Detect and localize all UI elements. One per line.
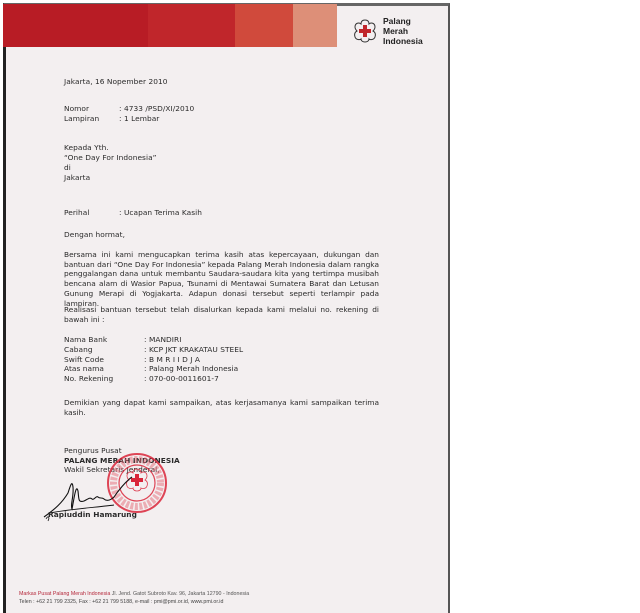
footer-contact: Telen : +62 21 799 2325, Fax : +62 21 799 5188, e-mail : pmi@pmi.or.id, www.pmi.or.id [19,599,224,605]
bank-detail-row: Cabang : KCP JKT KRAKATAU STEEL [64,344,244,354]
paragraph-thanks: Bersama ini kami mengucapkan terima kasih atas kepercayaan, dukungan dan bantuan dari “One Day For Indonesia” kepada Palang Merah Indonesia dalam rangka penggalangan dana untuk membantu Saudara-saudara kita yang tertimpa musibah bencana alam di Wasior Papua, Tsunami di Mentawai Sumatera Barat dan Letusan Gunung Merapi di Yogjakarta. Adapun donasi tersebut seperti terlampir pada lampiran. [64,250,379,308]
greeting: Dengan hormat, [64,230,125,239]
header-bar-segment [148,4,235,47]
nomor-row [64,104,194,123]
bank-details [64,335,243,384]
signatory-name: Rapiuddin Hamarung [48,510,137,519]
red-cross-flower-icon [352,18,378,44]
bank-detail-row: No. Rekening : 070-00-0011601-7 [64,374,219,384]
header-bar-segment [293,4,337,47]
header-bar-segment [235,4,293,47]
bank-detail-row: Atas nama : Palang Merah Indonesia [64,364,239,374]
recipient-block: Kepada Yth. “One Day For Indonesia” di Jakarta [64,143,157,182]
letter-footer [19,590,249,606]
perihal-row [64,208,202,217]
perihal-value: : Ucapan Terima Kasih [119,208,202,217]
place-date: Jakarta, 16 Nopember 2010 [64,77,168,86]
lampiran-label: Lampiran [64,114,100,123]
perihal-label: Perihal [64,208,90,217]
paragraph-realization: Realisasi bantuan tersebut telah disalurkan kepada kami melalui no. rekening di bawah ini : [64,305,379,324]
sign-org-name: PALANG MERAH INDONESIA [64,455,180,465]
header-color-bar [3,4,337,47]
closing-paragraph: Demikian yang dapat kami sampaikan, atas kerjasamanya kami sampaikan terima kasih. [64,398,379,417]
bank-detail-row: Swift Code : B M R I I D J A [64,354,201,364]
header-bar-segment [3,4,148,47]
logo-text: Palang Merah Indonesia [383,16,423,46]
pmi-logo [352,16,423,46]
sign-title: Wakil Sekretaris Jenderal, [64,465,160,474]
nomor-value: : 4733 /PSD/XI/2010 [119,104,195,113]
nomor-label: Nomor [64,104,90,113]
footer-address: Markas Pusat Palang Merah Indonesia Jl. Jend. Gatot Subroto Kav. 96, Jakarta 12790 - Indonesia [19,591,250,597]
lampiran-value: : 1 Lembar [119,114,160,123]
sign-org: Pengurus Pusat [64,446,122,455]
bank-detail-row: Nama Bank : MANDIRI [64,335,182,344]
